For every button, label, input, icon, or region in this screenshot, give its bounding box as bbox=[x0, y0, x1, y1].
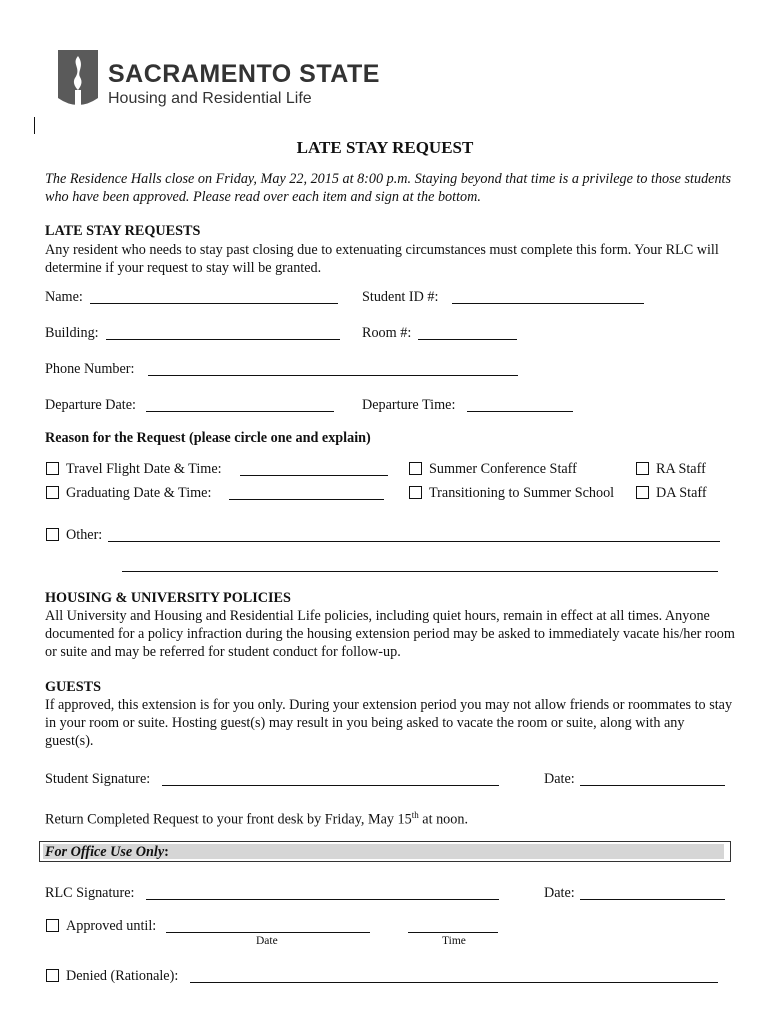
other-label: Other: bbox=[66, 527, 103, 543]
student-date-label: Date: bbox=[544, 771, 575, 787]
return-note-sup: th bbox=[411, 810, 419, 820]
return-note-tail: at noon. bbox=[418, 811, 469, 828]
office-use-box bbox=[39, 841, 731, 862]
approved-time-field[interactable] bbox=[408, 932, 498, 933]
da-staff-checkbox[interactable] bbox=[636, 486, 649, 499]
approved-time-caption: Time bbox=[442, 935, 466, 947]
name-label: Name: bbox=[45, 289, 83, 305]
office-use-heading-text: For Office Use Only bbox=[45, 844, 165, 860]
approved-date-field[interactable] bbox=[166, 932, 370, 933]
rlc-date-field[interactable] bbox=[580, 899, 725, 900]
name-field[interactable] bbox=[90, 303, 338, 304]
text-cursor bbox=[34, 117, 35, 134]
transition-checkbox[interactable] bbox=[409, 486, 422, 499]
policies-heading: HOUSING & UNIVERSITY POLICIES bbox=[45, 590, 291, 606]
policies-body: All University and Housing and Residential Life policies, including quiet hours, remain in effect at all times. Anyone documented for a policy infraction during the housing extension period may be asked to immediately vacate his/her room or suite and may be referred for student conduct for follow-up. bbox=[45, 608, 735, 660]
logo bbox=[56, 48, 396, 114]
transition-label: Transitioning to Summer School bbox=[429, 485, 615, 501]
student-signature-field[interactable] bbox=[162, 785, 499, 786]
room-label: Room #: bbox=[362, 325, 412, 341]
return-note bbox=[45, 810, 468, 829]
torch-logo-icon bbox=[56, 48, 100, 112]
departure-date-label: Departure Date: bbox=[45, 397, 136, 413]
intro-text: The Residence Halls close on Friday, May 22, 2015 at 8:00 p.m. Staying beyond that time is a privilege to those students who have been approved. Please read over each item and sign at the bottom. bbox=[45, 171, 732, 205]
office-use-heading bbox=[45, 844, 169, 861]
approved-label: Approved until: bbox=[66, 918, 157, 934]
rlc-signature-label: RLC Signature: bbox=[45, 885, 135, 901]
travel-checkbox[interactable] bbox=[46, 462, 59, 475]
ra-staff-label: RA Staff bbox=[656, 461, 706, 477]
phone-field[interactable] bbox=[148, 375, 518, 376]
denied-field[interactable] bbox=[190, 982, 718, 983]
travel-label: Travel Flight Date & Time: bbox=[66, 461, 222, 477]
graduating-checkbox[interactable] bbox=[46, 486, 59, 499]
da-staff-label: DA Staff bbox=[656, 485, 707, 501]
denied-checkbox[interactable] bbox=[46, 969, 59, 982]
travel-field[interactable] bbox=[240, 475, 388, 476]
summer-conference-label: Summer Conference Staff bbox=[429, 461, 577, 477]
departure-time-label: Departure Time: bbox=[362, 397, 456, 413]
late-stay-heading: LATE STAY REQUESTS bbox=[45, 223, 201, 239]
guests-body: If approved, this extension is for you only. During your extension period you may not allow friends or roommates to stay in your room or suite. Hosting guest(s) may result in you being asked to vacate the room or suite, along with any guest(s). bbox=[45, 697, 733, 749]
rlc-date-label: Date: bbox=[544, 885, 575, 901]
other-checkbox[interactable] bbox=[46, 528, 59, 541]
graduating-field[interactable] bbox=[229, 499, 384, 500]
late-stay-body: Any resident who needs to stay past closing due to extenuating circumstances must complete this form. Your RLC will determine if your request to stay will be granted. bbox=[45, 242, 719, 276]
logo-subtitle: Housing and Residential Life bbox=[108, 90, 312, 107]
phone-label: Phone Number: bbox=[45, 361, 135, 377]
departure-date-field[interactable] bbox=[146, 411, 334, 412]
summer-conference-checkbox[interactable] bbox=[409, 462, 422, 475]
student-id-label: Student ID #: bbox=[362, 289, 439, 305]
building-label: Building: bbox=[45, 325, 99, 341]
page-title: LATE STAY REQUEST bbox=[296, 138, 474, 157]
office-use-colon: : bbox=[164, 844, 169, 860]
student-date-field[interactable] bbox=[580, 785, 725, 786]
room-field[interactable] bbox=[418, 339, 517, 340]
student-id-field[interactable] bbox=[452, 303, 644, 304]
reason-heading: Reason for the Request (please circle one and explain) bbox=[45, 430, 371, 446]
rlc-signature-field[interactable] bbox=[146, 899, 499, 900]
ra-staff-checkbox[interactable] bbox=[636, 462, 649, 475]
other-field-line2[interactable] bbox=[122, 571, 718, 572]
logo-title: SACRAMENTO STATE bbox=[108, 60, 380, 88]
departure-time-field[interactable] bbox=[467, 411, 573, 412]
graduating-label: Graduating Date & Time: bbox=[66, 485, 212, 501]
approved-checkbox[interactable] bbox=[46, 919, 59, 932]
guests-heading: GUESTS bbox=[45, 679, 101, 695]
other-field[interactable] bbox=[108, 541, 720, 542]
building-field[interactable] bbox=[106, 339, 340, 340]
return-note-text: Return Completed Request to your front desk by Friday, May 15 bbox=[45, 811, 412, 828]
student-signature-label: Student Signature: bbox=[45, 771, 151, 787]
approved-date-caption: Date bbox=[256, 935, 278, 947]
denied-label: Denied (Rationale): bbox=[66, 968, 179, 984]
